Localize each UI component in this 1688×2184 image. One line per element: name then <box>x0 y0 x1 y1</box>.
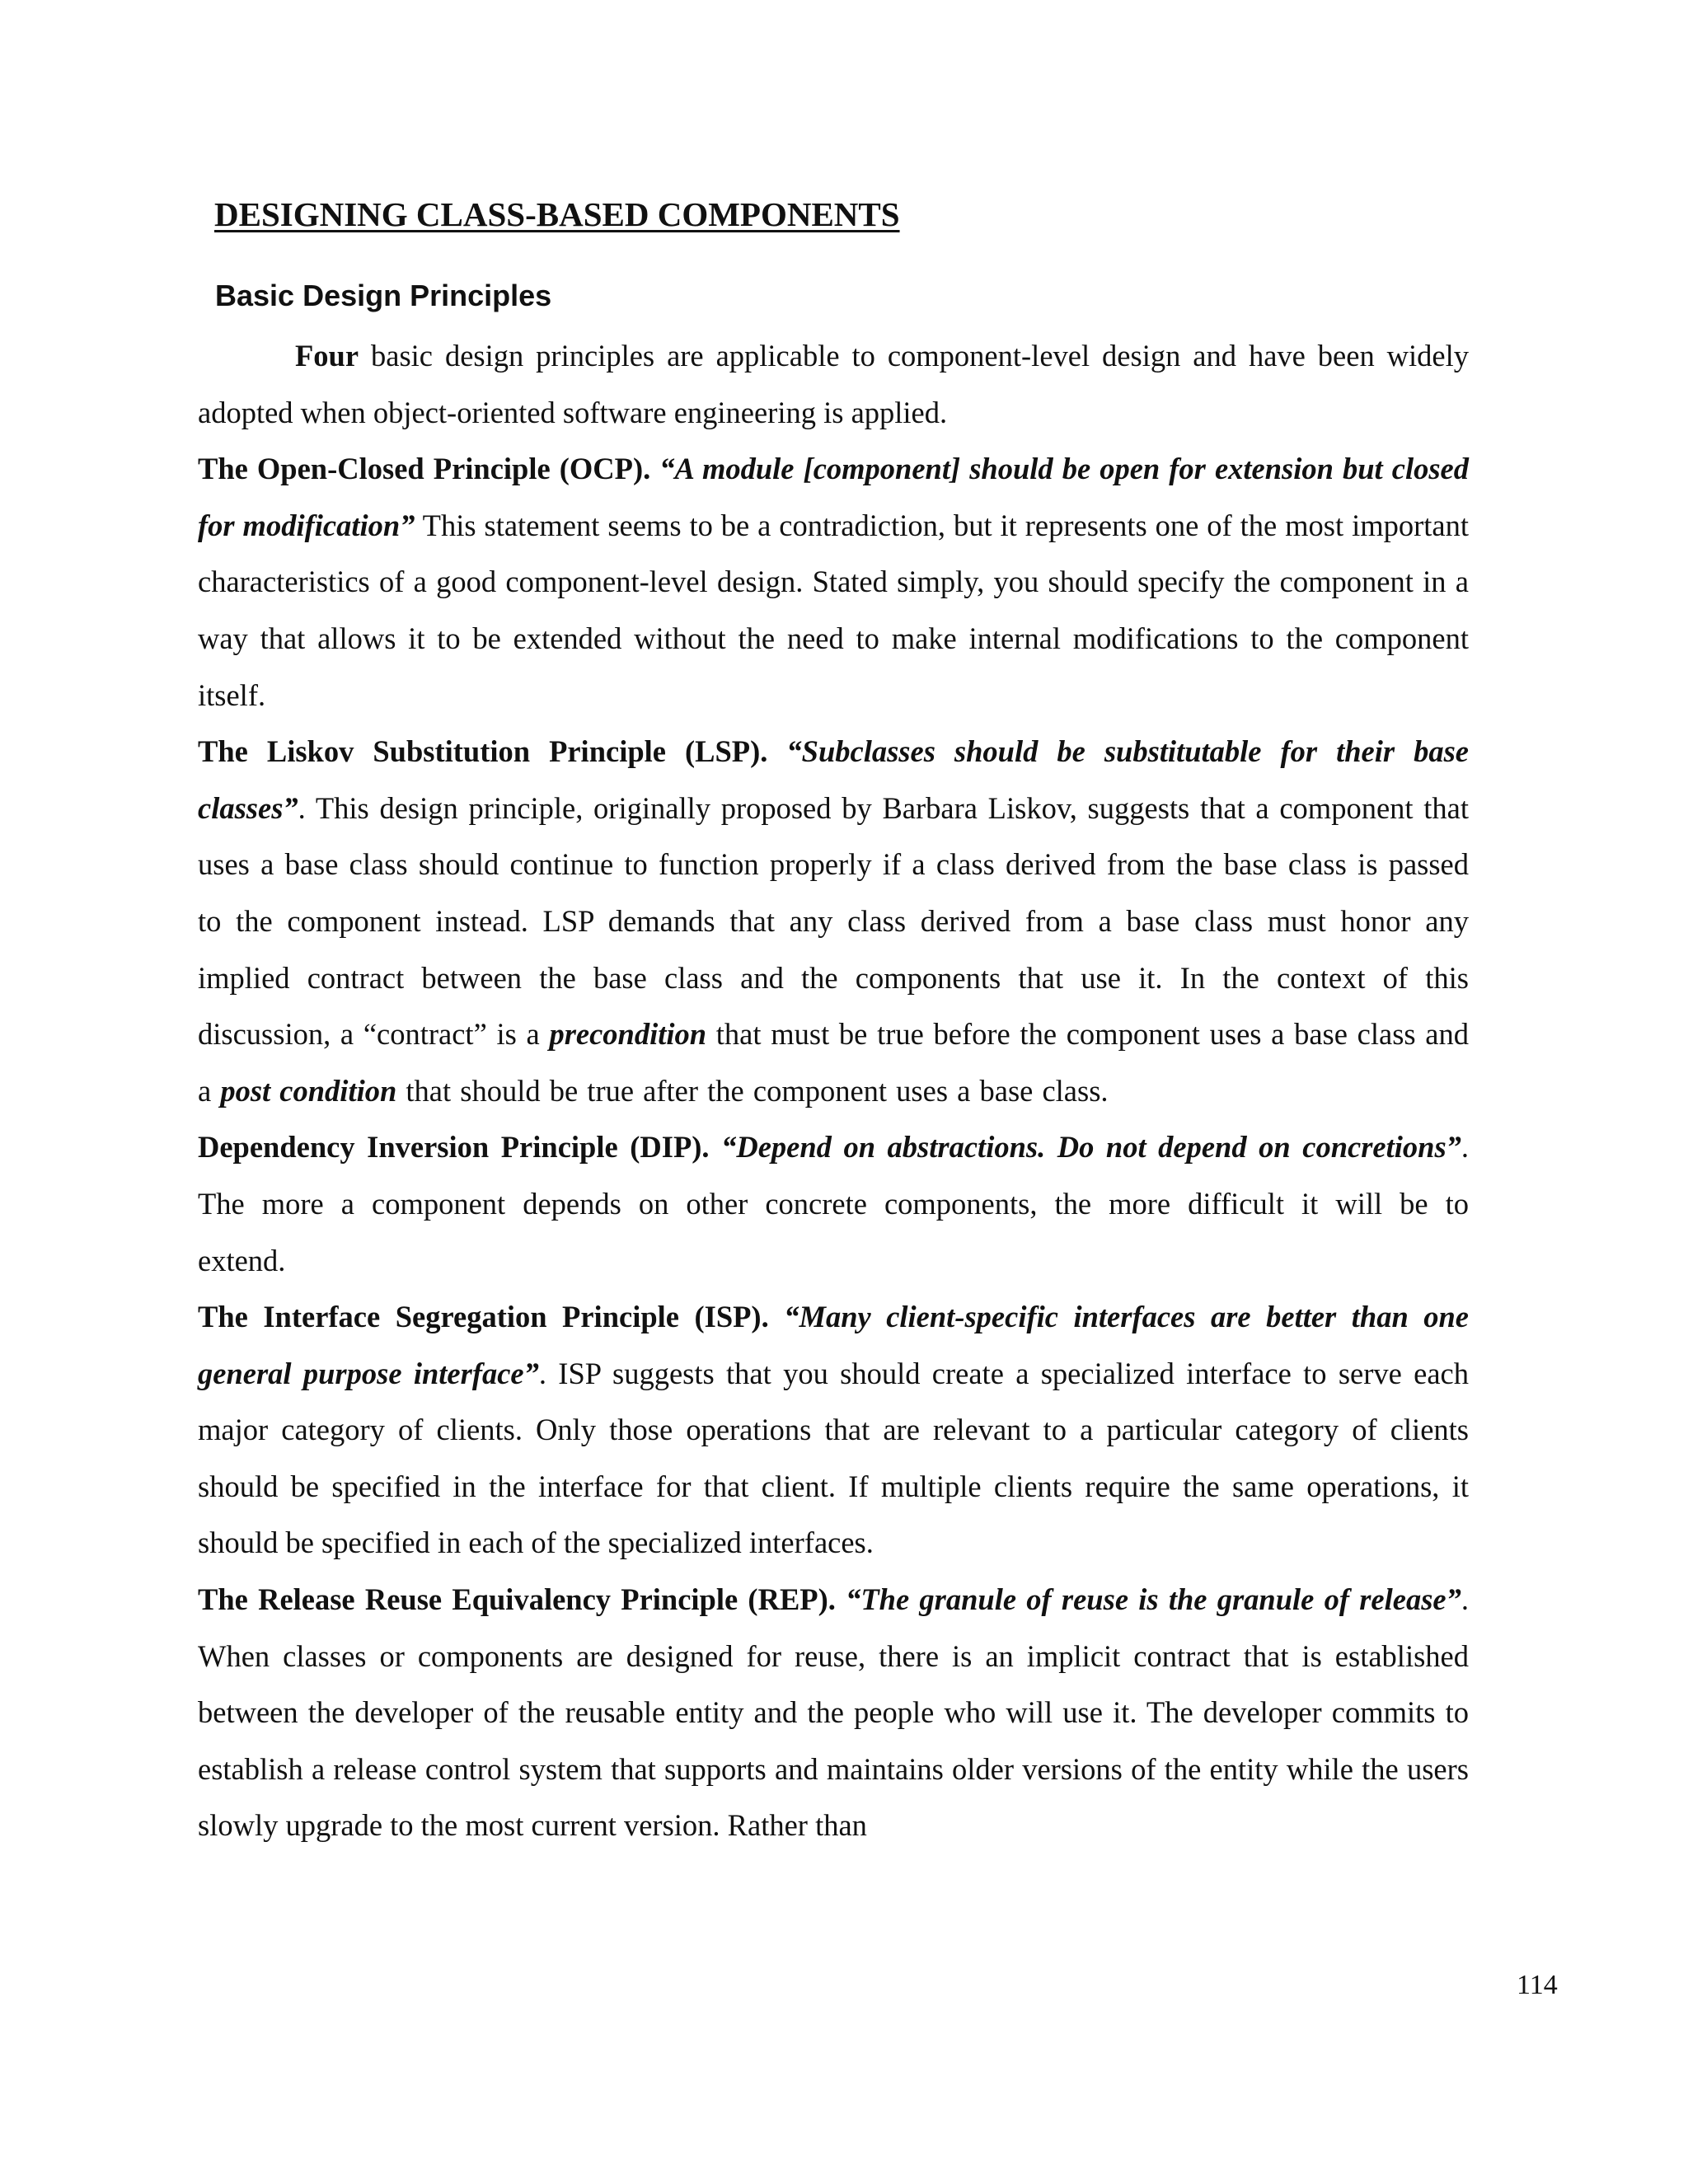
dip-text: . The more a component depends on other concrete components, the more difficult it will be to extend. <box>198 1130 1470 1277</box>
rep-name: The Release Reuse Equivalency Principle (REP). <box>198 1582 836 1617</box>
intro-lead: Four <box>295 339 359 373</box>
lsp-text-1: . This design principle, originally proposed by Barbara Liskov, suggests that a component that uses a base class should continue to function properly if a class derived from the base class is passed to the component instead. LSP demands that any class derived from a base class must honor any implied contract between the base class and the components that use it. In the context of this discussion, a “contract” is a <box>198 790 1469 1052</box>
isp-name: The Interface Segregation Principle (ISP). <box>198 1300 769 1334</box>
dip-paragraph <box>198 1119 1469 1289</box>
dip-quote: “Depend on abstractions. Do not depend on concretions” <box>721 1130 1461 1165</box>
lsp-quote: “Subclasses should be substitutable for their base classes” <box>198 734 1470 825</box>
body-text <box>198 328 1469 1854</box>
isp-quote: “Many client-specific interfaces are better than one general purpose interface” <box>198 1300 1470 1390</box>
isp-paragraph <box>198 1289 1469 1572</box>
rep-quote: “The granule of reuse is the granule of release” <box>846 1582 1461 1617</box>
ocp-quote: “A module [component] should be open for extension but closed for modification” <box>198 452 1469 542</box>
lsp-paragraph <box>198 724 1469 1119</box>
rep-text: . When classes or components are designed for reuse, there is an implicit contract that is established between the developer of the reusable entity and the people who will use it. The developer commits to establish a release control system that supports and maintains older versions of the entity while the users slowly upgrade to the most current version. Rather than <box>198 1582 1469 1843</box>
intro-text: basic design principles are applicable to component-level design and have been widely adopted when object-oriented software engineering is applied. <box>198 339 1469 429</box>
lsp-term-precondition: precondition <box>549 1017 707 1052</box>
rep-paragraph <box>198 1572 1469 1854</box>
section-subtitle: Basic Design Principles <box>215 279 552 312</box>
ocp-paragraph <box>198 441 1469 724</box>
lsp-term-post-condition: post condition <box>220 1073 397 1108</box>
lsp-text-3: that should be true after the component uses a base class. <box>396 1073 1109 1108</box>
ocp-name: The Open-Closed Principle (OCP). <box>198 452 651 486</box>
lsp-text-2: that must be true before the component uses a base class and a <box>198 1017 1470 1108</box>
dip-name: Dependency Inversion Principle (DIP). <box>198 1130 710 1165</box>
ocp-text: This statement seems to be a contradiction, but it represents one of the most important characteristics of a good component-level design. Stated simply, you should specify the component in a way that allows it to be extended without the need to make internal modifications to the component itself. <box>198 508 1469 712</box>
intro-paragraph <box>198 328 1469 441</box>
page-number: 114 <box>1517 1970 1558 2000</box>
isp-text: . ISP suggests that you should create a specialized interface to serve each major category of clients. Only those operations that are relevant to a particular category of clients should be specified in the interface for that client. If multiple clients require the same operations, it should be specified in each of the specialized interfaces. <box>198 1356 1469 1560</box>
lsp-name: The Liskov Substitution Principle (LSP). <box>198 734 768 769</box>
section-title: DESIGNING CLASS-BASED COMPONENTS <box>214 195 900 233</box>
